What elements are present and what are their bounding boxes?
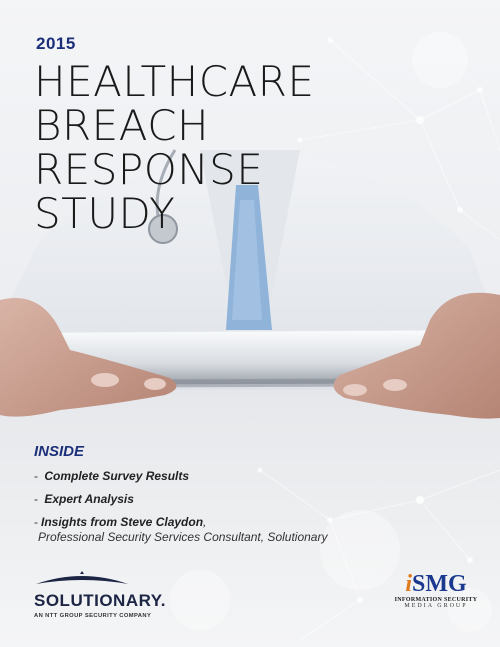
ismg-wordmark: iSMG [405, 571, 467, 597]
inside-heading: INSIDE [34, 443, 85, 460]
ismg-line-2: MEDIA GROUP [404, 603, 468, 609]
inside-item-suffix: , [203, 515, 207, 529]
list-dash: - [34, 492, 38, 506]
inside-item-text: Insights from Steve Claydon [41, 515, 204, 529]
title-line-2: BREACH [34, 101, 210, 150]
inside-section [34, 443, 474, 553]
solutionary-logo [34, 570, 164, 619]
solutionary-name: SOLUTIONARY. [34, 591, 166, 610]
title-line-4: STUDY [34, 189, 176, 238]
inside-item-text: Expert Analysis [44, 492, 134, 506]
solutionary-tagline: AN NTT GROUP SECURITY COMPANY [34, 613, 152, 619]
list-dash: - [34, 515, 38, 529]
inside-list-item [34, 492, 474, 507]
inside-item-text: Complete Survey Results [44, 469, 190, 483]
inside-list-item [34, 515, 474, 545]
ismg-line-1: INFORMATION SECURITY [394, 597, 478, 603]
ismg-logo [388, 572, 484, 609]
inside-list-item [34, 469, 474, 484]
report-year: 2015 [36, 34, 76, 53]
title-line-3: RESPONSE [34, 145, 264, 194]
report-title [34, 57, 315, 238]
solutionary-swoosh-icon [34, 570, 130, 586]
title-line-1: HEALTHCARE [34, 57, 315, 106]
list-dash: - [34, 469, 38, 483]
inside-item-subtext: Professional Security Services Consultant, Solutionary [38, 530, 328, 544]
